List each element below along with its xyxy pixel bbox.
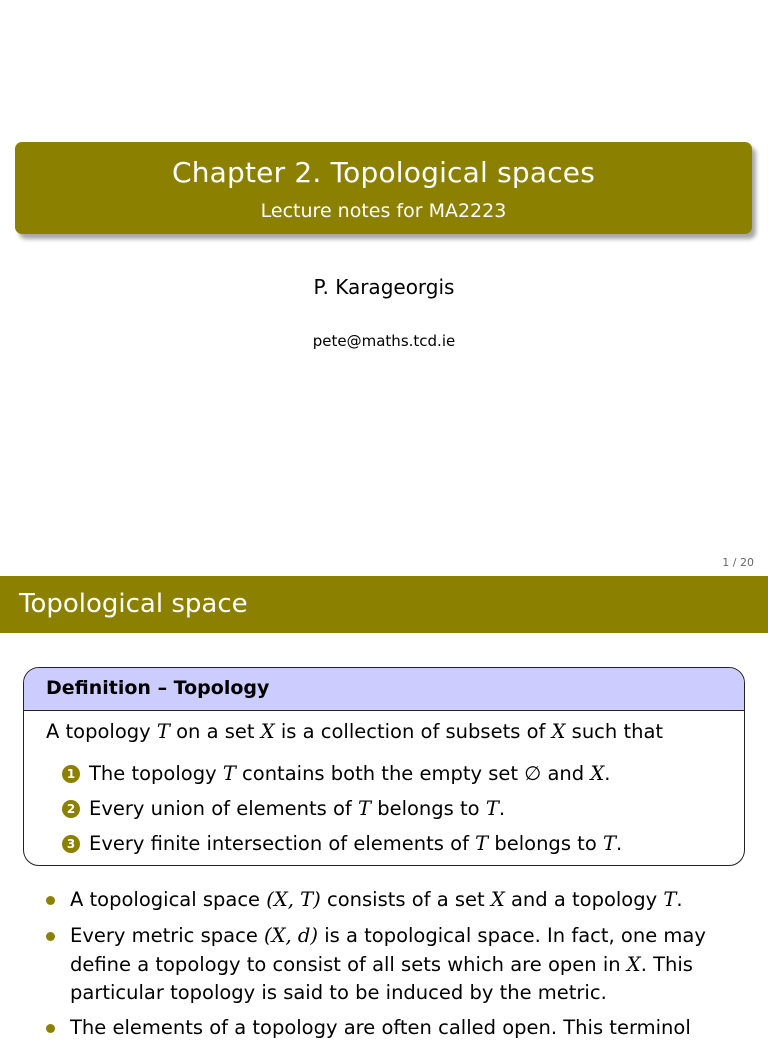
math-T: T <box>475 832 489 855</box>
math-T: T <box>485 797 499 820</box>
text: is a topological space. In fact, one may define a topology to consist of all sets which are open in <box>70 924 706 976</box>
bullet-icon <box>46 896 55 905</box>
text: Every union of elements of <box>89 797 358 820</box>
math-X: X <box>551 720 566 743</box>
slide-title: Chapter 2. Topological spaces <box>171 156 596 189</box>
text: . <box>604 762 611 785</box>
bullet-text <box>70 886 726 915</box>
math-T: T <box>222 762 236 785</box>
text: on a set <box>169 720 261 743</box>
math-X: X <box>260 720 275 743</box>
author-name: P. Karageorgis <box>313 275 455 299</box>
math-Xd: (X, d) <box>264 924 318 947</box>
text: contains both the empty set <box>235 762 525 785</box>
text: . <box>676 888 683 911</box>
text: and <box>541 762 591 785</box>
text: Every finite intersection of elements of <box>89 832 476 855</box>
text: A topology <box>46 720 157 743</box>
bullet-icon <box>46 1024 55 1033</box>
text: such that <box>565 720 664 743</box>
bullet-item <box>46 886 726 915</box>
text: A topological space <box>70 888 267 911</box>
math-T: T <box>156 720 170 743</box>
math-T: T <box>663 888 677 911</box>
frame-title: Topological space <box>19 589 248 619</box>
text: The topology <box>89 762 223 785</box>
bullet-icon <box>46 932 55 941</box>
math-X: X <box>626 952 641 976</box>
enum-item <box>62 762 610 785</box>
title-block <box>15 142 752 234</box>
bullet-text <box>70 922 726 1008</box>
enum-item <box>62 797 505 820</box>
text: . <box>615 832 623 855</box>
math-T: T <box>358 797 372 820</box>
text: Every metric space <box>70 924 265 947</box>
text: . <box>498 797 506 820</box>
math-X: X <box>590 762 605 785</box>
bullet-text: The elements of a topology are often called open. This terminol <box>70 1016 691 1039</box>
math-X: X <box>490 888 505 911</box>
text: belongs to <box>371 797 486 820</box>
page-number: 1 / 20 <box>722 556 754 569</box>
enum-number-badge: 3 <box>62 835 80 853</box>
math-XT: (X, T) <box>266 888 321 911</box>
bullet-item <box>46 1014 726 1043</box>
enum-item <box>62 832 622 855</box>
text: and a topology <box>504 888 664 911</box>
text: consists of a set <box>320 888 491 911</box>
text: . This particular topology is said to be induced by the metric. <box>70 952 693 1004</box>
author-email: pete@maths.tcd.ie <box>312 332 456 350</box>
math-T: T <box>602 832 616 855</box>
enum-number-badge: 1 <box>62 765 80 783</box>
slide-subtitle: Lecture notes for MA2223 <box>260 200 507 222</box>
text: belongs to <box>488 832 603 855</box>
definition-heading: Definition – Topology <box>24 668 744 711</box>
definition-block <box>23 667 745 866</box>
definition-intro <box>46 720 663 743</box>
text: is a collection of subsets of <box>274 720 552 743</box>
content-slide <box>0 576 768 1039</box>
frame-title-bar <box>0 576 768 633</box>
math-emptyset: ∅ <box>524 762 542 785</box>
enum-number-badge: 2 <box>62 800 80 818</box>
bullet-item <box>46 922 726 1008</box>
